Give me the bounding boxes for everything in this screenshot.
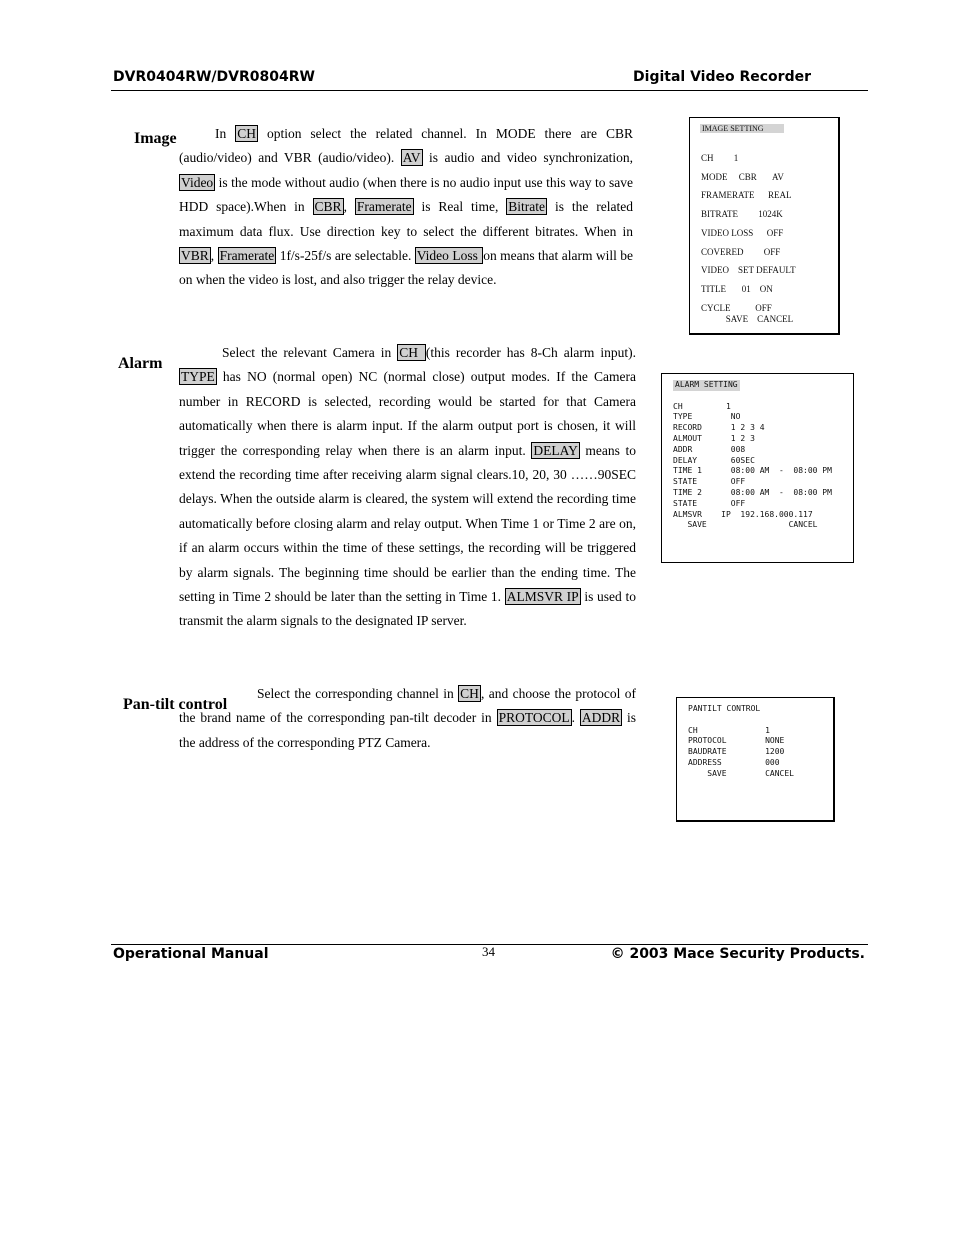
- pantilt-control-title: PANTILT CONTROL: [688, 704, 761, 713]
- screen-row: CH 1: [688, 725, 770, 735]
- screen-row: SAVE CANCEL: [701, 314, 794, 324]
- page-number: 34: [482, 944, 495, 959]
- alarm-description: [179, 341, 636, 634]
- highlighted-term: CH: [460, 686, 479, 701]
- alarm-section-title: Alarm: [118, 355, 163, 372]
- highlighted-term: VBR: [181, 248, 209, 264]
- image-setting-title: IMAGE SETTING: [700, 124, 784, 133]
- text-run: Select the corresponding channel in: [257, 686, 459, 701]
- alarm-setting-title: ALARM SETTING: [675, 380, 738, 389]
- image-section-title: Image: [134, 130, 177, 147]
- image-setting-screen: [689, 117, 840, 335]
- highlighted-term: CH: [399, 345, 424, 360]
- highlighted-term: Video Loss: [416, 248, 482, 264]
- text-run: .: [571, 710, 580, 726]
- screen-row: VIDEO LOSS OFF: [701, 227, 784, 238]
- screen-row: FRAMERATE REAL: [701, 190, 792, 201]
- text-run: has NO (normal open) NC (normal close) output modes. If the Camera number in RECORD is selected, recording would be started for that Camera automatically when there is alarm input. If the alarm output port is chosen, it will trigger the corresponding relay when there is an alarm input.: [179, 369, 636, 458]
- text-run: (this recorder has 8-Ch alarm input).: [425, 345, 636, 360]
- pantilt-control-screen: [676, 697, 835, 822]
- text-run: is Real time,: [413, 199, 507, 215]
- image-description: [179, 122, 633, 293]
- screen-row: SAVE CANCEL: [688, 768, 794, 778]
- highlighted-term: CH: [237, 126, 256, 141]
- text-run: is the address of the corresponding PTZ Camera.: [179, 710, 636, 750]
- pantilt-section-title: Pan-tilt control: [123, 696, 228, 713]
- text-run: means to extend the recording time after receiving alarm signal clears.10, 20, 30 ……90SEC delays. When the outside alarm is cleared, the system will extend the recording time automatically before closing alarm and relay output. When Time 1 or Time 2 are on, if an alarm occurs within the time of these settings, the recording will be triggered by alarm signals. The beginning time should be earlier than the ending time. The setting in Time 2 should be later than the setting in Time 1.: [179, 442, 636, 605]
- highlighted-term: TYPE: [181, 369, 215, 385]
- text-run: on means that alarm will be on when the video is lost, and also trigger the relay device.: [179, 248, 634, 288]
- screen-row: STATE OFF: [673, 477, 746, 487]
- pantilt-control-rows: [688, 715, 794, 780]
- highlighted-term: Video: [181, 174, 214, 190]
- screen-row: STATE OFF: [673, 498, 746, 508]
- header-rule: [111, 90, 868, 91]
- text-run: option select the related channel. In MODE there are CBR (audio/video) and VBR (audio/video).: [179, 126, 633, 166]
- highlighted-term: ADDR: [581, 710, 621, 726]
- text-run: is audio and video synchronization,: [422, 150, 633, 166]
- highlighted-term: AV: [402, 150, 421, 166]
- text-run: is used to transmit the alarm signals to the designated IP server.: [179, 589, 636, 629]
- alarm-setting-rows: [673, 391, 832, 531]
- screen-row: TIME 1 08:00 AM - 08:00 PM: [673, 466, 832, 476]
- screen-row: CYCLE OFF: [701, 302, 772, 313]
- header-left: DVR0404RW/DVR0804RW: [113, 69, 315, 85]
- screen-row: ALMOUT 1 2 3: [673, 433, 755, 443]
- footer-right: © 2003 Mace Security Products.: [610, 946, 865, 962]
- highlighted-term: Framerate: [356, 199, 412, 215]
- screen-row: VIDEO SET DEFAULT: [701, 265, 796, 276]
- screen-row: CH 1: [701, 153, 739, 163]
- text-run: is the related maximum data flux. Use direction key to select the different bitrates. When in: [179, 199, 633, 239]
- highlighted-term: PROTOCOL: [498, 710, 570, 726]
- screen-row: TYPE NO: [673, 412, 741, 422]
- screen-row: [688, 715, 794, 726]
- highlighted-term: CBR: [314, 199, 342, 215]
- text-run: 1f/s-25f/s are selectable.: [276, 248, 415, 264]
- screen-row: [673, 391, 832, 402]
- footer-left: Operational Manual: [113, 946, 269, 962]
- screen-row: ADDR 008: [673, 444, 746, 454]
- text-run: Select the relevant Camera in: [222, 345, 398, 360]
- screen-row: ADDRESS 000: [688, 757, 780, 767]
- screen-row: DELAY 60SEC: [673, 455, 755, 465]
- screen-row: CH 1: [673, 401, 731, 411]
- screen-row: TIME 2 08:00 AM - 08:00 PM: [673, 487, 832, 497]
- header-right: Digital Video Recorder: [633, 69, 811, 85]
- text-run: In: [215, 126, 236, 141]
- text-run: is the mode without audio (when there is no audio input use this way to save HDD space).When in: [179, 174, 633, 215]
- screen-row: BAUDRATE 1200: [688, 747, 785, 757]
- text-run: , and choose the protocol of the brand name of the corresponding pan-tilt decoder in: [179, 686, 636, 726]
- screen-row: BITRATE 1024K: [701, 209, 783, 220]
- text-run: ,: [210, 248, 218, 264]
- highlighted-term: DELAY: [533, 442, 578, 458]
- screen-row: COVERED OFF: [701, 246, 781, 257]
- highlighted-term: Bitrate: [508, 199, 546, 215]
- screen-row: RECORD 1 2 3 4: [673, 423, 765, 433]
- screen-row: ALMSVR IP 192.168.000.117: [673, 509, 813, 519]
- screen-row: MODE CBR AV: [701, 171, 784, 182]
- text-run: ,: [343, 199, 355, 215]
- alarm-setting-screen: [661, 373, 854, 563]
- screen-row: SAVE CANCEL: [673, 520, 818, 530]
- screen-row: PROTOCOL NONE: [688, 736, 785, 746]
- pantilt-description: [179, 682, 636, 755]
- highlighted-term: ALMSVR IP: [506, 589, 579, 605]
- screen-row: TITLE 01 ON: [701, 283, 773, 294]
- highlighted-term: Framerate: [219, 248, 275, 264]
